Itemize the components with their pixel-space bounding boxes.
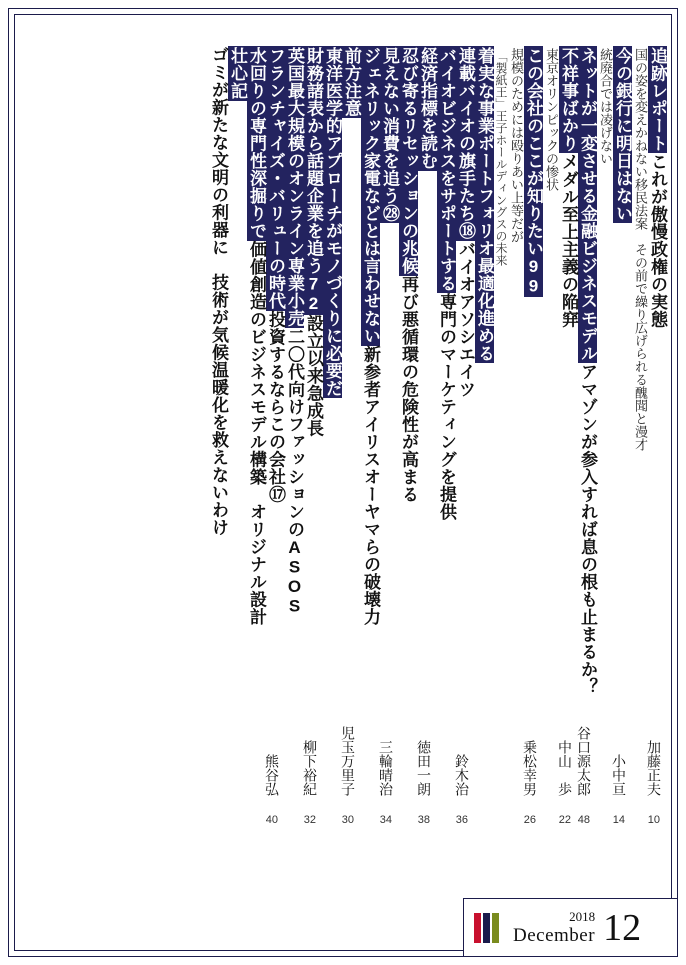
toc-entry-headline bbox=[248, 44, 265, 626]
toc-entry-headline bbox=[614, 44, 631, 223]
toc-entry-headline-highlight: 英国最大規模のオンライン専業小売 bbox=[285, 47, 304, 327]
toc-entry[interactable] bbox=[360, 44, 379, 874]
toc-entry-headline-plain: 価値創造のビジネスモデル構築 オリジナル設計 bbox=[247, 240, 266, 626]
toc-entry-page-number: 26 bbox=[523, 814, 536, 826]
toc-entry-page-number: 14 bbox=[612, 814, 625, 826]
toc-entry-headline-plain: 二〇代向けファッションのASOS bbox=[285, 328, 304, 616]
toc-entry-page-number: 38 bbox=[417, 814, 430, 826]
toc-entry-author: 三輪晴治 bbox=[378, 740, 394, 796]
toc-entry-page-number: 32 bbox=[303, 814, 316, 826]
toc-entry[interactable] bbox=[493, 44, 542, 874]
toc-entry-author: 小中亘 bbox=[611, 754, 627, 796]
toc-entry-page-number: 36 bbox=[455, 814, 468, 826]
toc-entry-author: 児玉万里子 bbox=[340, 726, 356, 796]
toc-entry-headline-highlight: 連載バイオの旗手たち⑱ bbox=[456, 47, 475, 240]
toc-entry-headline-highlight: 前方注意 bbox=[342, 47, 361, 117]
toc-entry-author: 柳下裕紀 bbox=[302, 740, 318, 796]
toc-entry-headline-plain: アマゾンが参入すれば息の根も止まるか？ bbox=[578, 363, 597, 696]
toc-entry-headline-plain: 専門のマーケティングを提供 bbox=[437, 293, 456, 521]
toc-entry-headline-highlight: 水回りの専門性深掘りで bbox=[247, 47, 266, 240]
toc-entry-headline-highlight: ネットが一変させる金融ビジネスモデル bbox=[578, 47, 597, 362]
toc-entry-author: 乗松幸男 bbox=[522, 740, 538, 796]
issue-month: December bbox=[513, 924, 596, 946]
toc-entry-author: 谷口源太郎 bbox=[576, 726, 592, 796]
toc-entry-headline bbox=[324, 44, 341, 398]
toc-entry-headline bbox=[438, 44, 455, 521]
toc-entry[interactable] bbox=[284, 44, 303, 874]
table-of-contents bbox=[22, 44, 666, 874]
toc-entry[interactable] bbox=[474, 44, 493, 874]
toc-entry-headline-highlight: 今の銀行に明日はない bbox=[613, 47, 632, 222]
toc-entry-headline bbox=[286, 44, 303, 616]
toc-entry[interactable] bbox=[596, 44, 631, 874]
toc-entry-author: 中山 歩 bbox=[557, 740, 573, 796]
toc-entry-author: 加藤正夫 bbox=[646, 740, 662, 796]
toc-entry[interactable] bbox=[398, 44, 417, 874]
toc-entry-headline bbox=[560, 44, 577, 328]
toc-entry[interactable] bbox=[246, 44, 265, 874]
toc-entry-headline bbox=[210, 44, 227, 536]
toc-entry-headline bbox=[649, 44, 666, 328]
toc-entry-headline-highlight: ジェネリック家電などとは言わせない bbox=[361, 47, 380, 345]
toc-entry-headline bbox=[362, 44, 379, 626]
toc-entry-subline: 東京オリンピックの惨状 bbox=[544, 48, 559, 191]
toc-entry-headline-plain: 新参者アイリスオーヤマらの破壊力 bbox=[361, 345, 380, 626]
toc-entry-headline-plain: ゴミが新たな文明の利器に 技術が気候温暖化を救えないわけ bbox=[209, 46, 228, 536]
toc-entry-headline-highlight: この会社のここが知りたい99 bbox=[524, 47, 543, 296]
toc-entry-page-number: 34 bbox=[379, 814, 392, 826]
toc-entry-page-number: 48 bbox=[577, 814, 590, 826]
toc-entry-headline-highlight: 財務諸表から話題企業を追う72 bbox=[304, 47, 323, 314]
toc-entry[interactable] bbox=[417, 44, 436, 874]
toc-entry-headline bbox=[400, 44, 417, 503]
toc-entry-headline-highlight: 不祥事ばかり bbox=[559, 47, 578, 152]
toc-entry-headline-plain: 設立以来急成長 bbox=[304, 314, 323, 437]
toc-entry[interactable] bbox=[577, 44, 596, 874]
toc-entry-page-number: 10 bbox=[647, 814, 660, 826]
issue-date-block bbox=[463, 898, 677, 956]
toc-entry-headline bbox=[525, 44, 542, 297]
toc-entry-headline-highlight: 東洋医学的アプローチがモノづくりに必要だ bbox=[323, 47, 342, 397]
toc-entry[interactable] bbox=[379, 44, 398, 874]
toc-entry-headline bbox=[579, 44, 596, 696]
toc-entry-headline bbox=[419, 44, 436, 171]
toc-entry-headline-highlight: 経済指標を読む bbox=[418, 47, 437, 170]
issue-year: 2018 bbox=[569, 909, 596, 925]
toc-entry[interactable] bbox=[455, 44, 474, 874]
toc-entry-headline-plain: 再び悪循環の危険性が高まる bbox=[399, 275, 418, 503]
toc-entry[interactable] bbox=[322, 44, 341, 874]
toc-entry-headline-highlight: 追跡レポート bbox=[648, 47, 667, 152]
toc-entry-headline-highlight: 見えない消費を追う㉘ bbox=[380, 47, 399, 222]
toc-entry-author: 熊谷弘 bbox=[264, 754, 280, 796]
toc-entry[interactable] bbox=[208, 44, 227, 874]
toc-entry-headline bbox=[381, 44, 398, 223]
toc-entry[interactable] bbox=[341, 44, 360, 874]
toc-entry-subline: 統廃合では凌げない bbox=[598, 48, 613, 165]
toc-entry-headline-highlight: バイオビジネスをサポートする bbox=[437, 47, 456, 292]
toc-entry-subline: 規模のためには殴りあい上等だが bbox=[509, 48, 524, 243]
toc-entry-headline-plain: メダル至上主義の陥穽 bbox=[559, 153, 578, 328]
toc-entry-page-number: 40 bbox=[265, 814, 278, 826]
toc-entry-headline bbox=[267, 44, 284, 503]
toc-entry-headline-highlight: 忍び寄るリセッションの兆候 bbox=[399, 47, 418, 275]
color-bars-icon bbox=[474, 913, 501, 943]
toc-entry-headline-plain: これが傲慢政権の実態 bbox=[648, 153, 667, 328]
toc-entry-author: 鈴木治 bbox=[454, 754, 470, 796]
toc-entry-headline bbox=[305, 44, 322, 437]
toc-entry-headline-plain: バイオアソシエイツ bbox=[456, 240, 475, 398]
toc-entry-headline bbox=[457, 44, 474, 398]
issue-number: 12 bbox=[603, 906, 642, 949]
toc-entry-page-number: 22 bbox=[558, 814, 571, 826]
page-frame-top-band bbox=[15, 15, 671, 37]
toc-entry[interactable] bbox=[303, 44, 322, 874]
toc-entry-headline bbox=[343, 44, 360, 118]
toc-entry-headline-highlight: 壮心記 bbox=[228, 47, 247, 100]
toc-entry[interactable] bbox=[542, 44, 577, 874]
toc-entry-headline-highlight: フランチャイズ・バリューの時代 bbox=[266, 47, 285, 310]
toc-entry-headline bbox=[476, 44, 493, 363]
toc-entry[interactable] bbox=[227, 44, 246, 874]
toc-entry-subline: 国の姿を変えかねない移民法案 その前で繰り広げられる醜聞と漫才 bbox=[633, 48, 648, 451]
toc-entry-author: 徳田一朗 bbox=[416, 740, 432, 796]
toc-entry-page-number: 30 bbox=[341, 814, 354, 826]
toc-entry-headline-highlight: 着実な事業ポートフォリオ最適化進める bbox=[475, 47, 494, 362]
toc-entry[interactable] bbox=[436, 44, 455, 874]
toc-entry[interactable] bbox=[265, 44, 284, 874]
toc-entry-headline-plain: 投資するならこの会社⑰ bbox=[266, 310, 285, 503]
toc-entry[interactable] bbox=[631, 44, 666, 874]
toc-entry-subline-secondary: 「製紙王」王子ホールディングスの未来 bbox=[494, 50, 508, 266]
toc-entry-headline bbox=[229, 44, 246, 101]
